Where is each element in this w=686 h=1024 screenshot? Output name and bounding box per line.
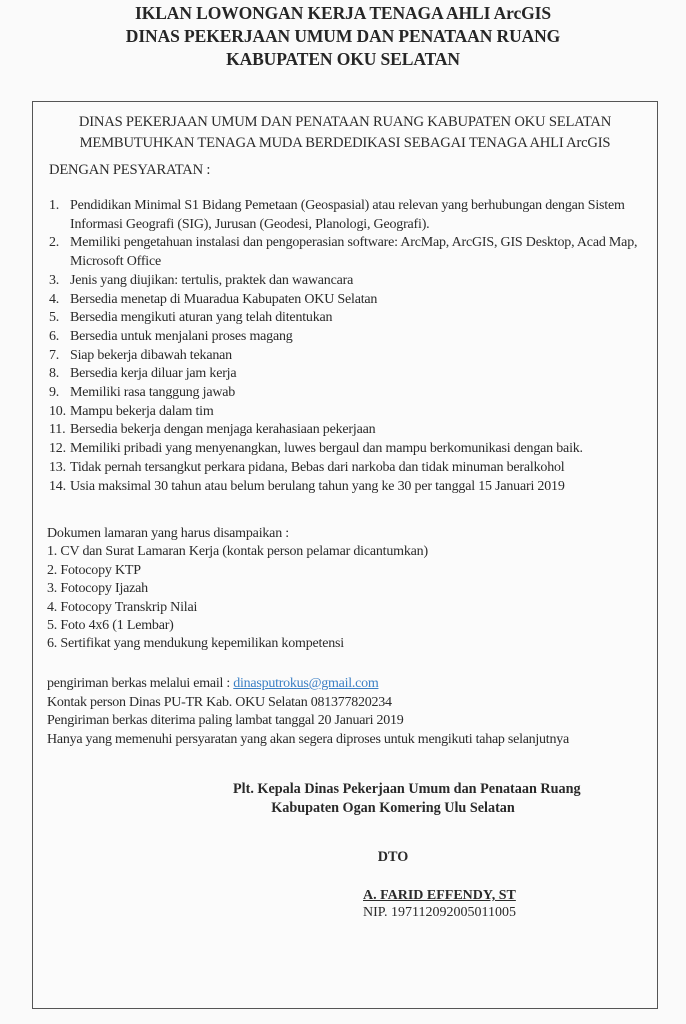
list-item: [49, 403, 645, 422]
list-item-text: Memiliki pengetahuan instalasi dan pengoperasian software: ArcMap, ArcGIS, GIS Desktop, Acad Map, Microsoft Office: [70, 235, 638, 270]
list-item-number: 12.: [49, 441, 66, 457]
list-item: [49, 459, 645, 478]
note-line: Hanya yang memenuhi persyaratan yang akan segera diproses untuk mengikuti tahap selanjutnya: [47, 731, 569, 747]
list-item-text: Bersedia untuk menjalani proses magang: [70, 328, 293, 344]
signee-block: [363, 887, 563, 921]
list-item-text: Usia maksimal 30 tahun atau belum berulang tahun yang ke 30 per tanggal 15 Januari 2019: [70, 478, 565, 494]
list-item: [49, 384, 645, 403]
list-item-text: Bersedia kerja diluar jam kerja: [70, 366, 237, 382]
list-item-number: 5.: [49, 310, 60, 326]
signature-position-line-2: Kabupaten Ogan Komering Ulu Selatan: [271, 800, 515, 816]
list-item-text: Bersedia menetap di Muaradua Kabupaten OKU Selatan: [70, 291, 378, 307]
requirements-heading: DENGAN PESYARATAN :: [49, 162, 211, 178]
list-item-text: Tidak pernah tersangkut perkara pidana, Bebas dari narkoba dan tidak minuman beralkohol: [70, 459, 565, 475]
list-item-text: Bersedia bekerja dengan menjaga kerahasiaan pekerjaan: [70, 422, 376, 438]
list-item-number: 8.: [49, 366, 60, 382]
list-item-number: 1.: [49, 198, 60, 213]
list-item-text: Siap bekerja dibawah tekanan: [70, 347, 232, 363]
box-header: [33, 112, 657, 153]
documents-heading: Dokumen lamaran yang harus disampaikan :: [47, 526, 289, 541]
list-item-number: 9.: [49, 385, 60, 401]
list-item-number: 6.: [49, 328, 60, 344]
requirements-list: [49, 197, 645, 496]
signee-name: A. FARID EFFENDY, ST: [363, 888, 516, 903]
signature-position: [233, 780, 581, 818]
email-link[interactable]: dinasputrokus@gmail.com: [233, 676, 379, 691]
list-item-number: 13.: [49, 459, 66, 475]
list-item-number: 2.: [49, 235, 60, 251]
list-item-text: Memiliki pribadi yang menyenangkan, luwes bergaul dan mampu berkomunikasi dengan baik.: [70, 441, 583, 457]
list-item: [49, 234, 645, 271]
list-item-number: 14.: [49, 478, 66, 494]
document-item: 2. Fotocopy KTP: [47, 562, 141, 578]
document-item: 3. Fotocopy Ijazah: [47, 581, 148, 597]
list-item: [49, 309, 645, 328]
title-line-2: DINAS PEKERJAAN UMUM DAN PENATAAN RUANG: [125, 26, 561, 46]
document-item: 6. Sertifikat yang mendukung kepemilikan kompetensi: [47, 636, 344, 652]
document-item: 4. Fotocopy Transkrip Nilai: [47, 599, 198, 615]
announcement-title: [0, 2, 686, 71]
contact-section: [47, 675, 647, 749]
list-item-number: 11.: [49, 422, 66, 438]
list-item-number: 3.: [49, 272, 60, 288]
email-line: [47, 675, 647, 694]
email-label: pengiriman berkas melalui email :: [47, 676, 234, 691]
list-item: [49, 197, 645, 234]
list-item: [49, 328, 645, 347]
document-item: 1. CV dan Surat Lamaran Kerja (kontak person pelamar dicantumkan): [47, 544, 428, 560]
announcement-box: [32, 101, 658, 1009]
list-item: [49, 291, 645, 310]
list-item-text: Bersedia mengikuti aturan yang telah ditentukan: [70, 310, 333, 326]
list-item-number: 4.: [49, 291, 60, 307]
box-header-line-1: DINAS PEKERJAAN UMUM DAN PENATAAN RUANG KABUPATEN OKU SELATAN: [78, 114, 612, 130]
list-item: [49, 365, 645, 384]
documents-section: [47, 525, 637, 654]
phone-line: Kontak person Dinas PU-TR Kab. OKU Selatan 081377820234: [47, 694, 392, 710]
list-item-number: 7.: [49, 347, 60, 363]
list-item-text: Memiliki rasa tanggung jawab: [70, 385, 236, 401]
list-item: [49, 272, 645, 291]
document-item: 5. Foto 4x6 (1 Lembar): [47, 618, 174, 634]
signee-nip: NIP. 197112092005011005: [363, 905, 516, 920]
list-item: [49, 478, 645, 497]
signature-position-line-1: Plt. Kepala Dinas Pekerjaan Umum dan Penataan Ruang: [233, 781, 581, 797]
box-header-line-2: MEMBUTUHKAN TENAGA MUDA BERDEDIKASI SEBAGAI TENAGA AHLI ArcGIS: [79, 134, 611, 151]
title-line-1: IKLAN LOWONGAN KERJA TENAGA AHLI ArcGIS: [134, 3, 551, 23]
list-item-text: Jenis yang diujikan: tertulis, praktek dan wawancara: [70, 272, 354, 288]
list-item-text: Mampu bekerja dalam tim: [70, 403, 214, 419]
list-item-text: Pendidikan Minimal S1 Bidang Pemetaan (Geospasial) atau relevan yang berhubungan dengan Sistem Informasi Geografi (SIG), Jurusan (Geodesi, Planologi, Geografi).: [70, 198, 625, 232]
dto-label: DTO: [377, 849, 409, 865]
list-item: [49, 421, 645, 440]
list-item: [49, 440, 645, 459]
list-item-number: 10.: [49, 403, 66, 419]
title-line-3: KABUPATEN OKU SELATAN: [226, 49, 460, 69]
list-item: [49, 347, 645, 366]
deadline-line: Pengiriman berkas diterima paling lambat tanggal 20 Januari 2019: [47, 713, 404, 729]
